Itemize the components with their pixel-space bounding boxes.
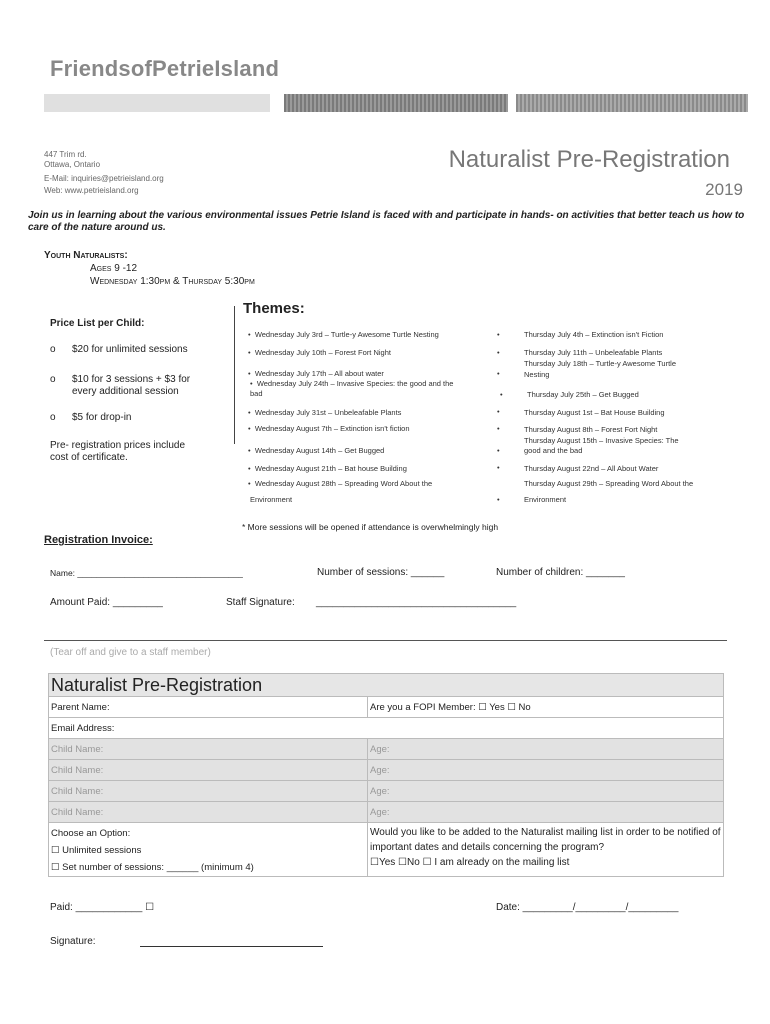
staff-signature-field[interactable]: ____________________________________ [316, 597, 517, 608]
option-heading: Choose an Option: [51, 828, 131, 839]
email-field[interactable]: Email Address: [49, 718, 724, 739]
mailing-cell [368, 823, 724, 877]
theme-bullet: • [497, 463, 500, 472]
child-age-field[interactable]: Age: [368, 739, 724, 760]
child-age-field[interactable]: Age: [368, 760, 724, 781]
theme-item: Thursday July 4th – Extinction isn't Fiction [524, 330, 664, 339]
theme-bullet: • [497, 348, 500, 357]
theme-bullet: • [497, 330, 500, 339]
address-line-1: 447 Trim rd. [44, 150, 87, 159]
theme-item-cont: Environment [524, 495, 567, 504]
child-age-field[interactable]: Age: [368, 802, 724, 823]
parent-name-field[interactable]: Parent Name: [49, 697, 368, 718]
theme-bullet: • [497, 495, 500, 504]
child-age-field[interactable]: Age: [368, 781, 724, 802]
theme-item-cont: Environment [250, 495, 293, 504]
invoice-name-field[interactable]: Name: ___________________________________ [50, 568, 243, 578]
theme-item: Thursday August 15th – Invasive Species: The [524, 436, 679, 445]
staff-signature-label: Staff Signature: [226, 597, 295, 608]
child-name-field[interactable]: Child Name: [49, 802, 368, 823]
theme-item: Thursday July 25th – Get Bugged [527, 390, 639, 399]
document-title: Naturalist Pre-Registration [448, 146, 730, 173]
theme-item: • Wednesday July 3rd – Turtle-y Awesome Turtle Nesting [248, 330, 439, 339]
mailing-question: Would you like to be added to the Naturalist mailing list in order to be notified of important dates and details concerning the program? [370, 827, 721, 853]
signature-line[interactable] [140, 946, 323, 947]
theme-item-cont: bad [250, 389, 263, 398]
bullet: o [50, 412, 56, 423]
price-item-cont: every additional session [72, 386, 179, 397]
tear-line [44, 640, 727, 641]
theme-item: • Wednesday July 24th – Invasive Species: the good and the [250, 379, 454, 388]
theme-item: Thursday July 18th – Turtle-y Awesome Turtle [524, 359, 677, 368]
child-name-field[interactable]: Child Name: [49, 739, 368, 760]
contact-web: Web: www.petrieisland.org [44, 186, 139, 195]
mailing-options[interactable]: ☐Yes ☐No ☐ I am already on the mailing list [370, 857, 570, 868]
theme-bullet: • [497, 446, 500, 455]
youth-heading: Youth Naturalists: [44, 250, 128, 261]
invoice-heading: Registration Invoice: [44, 534, 153, 546]
invoice-sessions-field[interactable]: Number of sessions: ______ [317, 567, 445, 578]
theme-bullet: • [497, 424, 500, 433]
youth-ages: Ages 9 -12 [90, 263, 138, 274]
theme-item: Thursday August 1st – Bat House Building [524, 408, 665, 417]
price-heading: Price List per Child: [50, 318, 145, 329]
theme-bullet: • [500, 390, 503, 399]
divider-line [234, 306, 235, 444]
invoice-amount-field[interactable]: Amount Paid: _________ [50, 597, 163, 608]
theme-item: • Wednesday July 10th – Forest Fort Night [248, 348, 391, 357]
header-bar-dark [284, 94, 508, 112]
theme-bullet: • [497, 369, 500, 378]
price-item: o $5 for drop-in [50, 412, 132, 423]
theme-item: Thursday August 8th – Forest Fort Night [524, 425, 658, 434]
form-title: Naturalist Pre-Registration [49, 674, 724, 697]
theme-item: • Wednesday July 31st – Unbeleafable Plants [248, 408, 402, 417]
theme-item: • Wednesday August 7th – Extinction isn't fiction [248, 424, 410, 433]
price-note: Pre- registration prices include [50, 440, 186, 451]
bullet: o [50, 374, 56, 385]
signature-label: Signature: [50, 936, 96, 947]
header-bar-mid [516, 94, 748, 112]
theme-item: Thursday August 29th – Spreading Word About the [524, 479, 694, 488]
theme-bullet: • [497, 407, 500, 416]
sessions-note: * More sessions will be opened if attendance is overwhelmingly high [242, 522, 499, 532]
price-item: o $10 for 3 sessions + $3 for [50, 374, 191, 385]
child-name-field[interactable]: Child Name: [49, 760, 368, 781]
theme-item: Thursday July 11th – Unbeleafable Plants [524, 348, 663, 357]
brand-title: FriendsofPetrieIsland [50, 56, 280, 81]
themes-heading: Themes: [243, 300, 305, 317]
contact-email: E-Mail: inquiries@petrieisland.org [44, 174, 164, 183]
price-item: o $20 for unlimited sessions [50, 344, 188, 355]
theme-item: • Wednesday August 14th – Get Bugged [248, 446, 385, 455]
option-cell [49, 823, 368, 877]
bullet: o [50, 344, 56, 355]
address-line-2: Ottawa, Ontario [44, 160, 101, 169]
child-name-field[interactable]: Child Name: [49, 781, 368, 802]
theme-item: • Wednesday July 17th – All about water [248, 369, 384, 378]
theme-item: • Wednesday August 21th – Bat house Building [248, 464, 407, 473]
theme-item-cont: Nesting [524, 370, 550, 379]
fopi-member-field[interactable]: Are you a FOPI Member: ☐ Yes ☐ No [368, 697, 724, 718]
document-year: 2019 [705, 180, 743, 199]
tear-note: (Tear off and give to a staff member) [50, 647, 211, 658]
header-bar-light [44, 94, 270, 112]
theme-item: • Wednesday August 28th – Spreading Word About the [248, 479, 433, 488]
intro-text: Join us in learning about the various environmental issues Petrie Island is faced with and participate in hands- on activities that better teach us how to care of the nature around us. [28, 210, 745, 233]
youth-schedule: Wednesday 1:30pm & Thursday 5:30pm [90, 276, 255, 287]
theme-item-cont: good and the bad [524, 446, 583, 455]
unlimited-sessions-checkbox[interactable]: ☐ Unlimited sessions [51, 845, 142, 856]
set-sessions-checkbox[interactable]: ☐ Set number of sessions: ______ (minimum 4) [51, 862, 254, 873]
invoice-children-field[interactable]: Number of children: _______ [496, 567, 625, 578]
date-field[interactable]: Date: _________/_________/_________ [496, 902, 679, 913]
theme-item: Thursday August 22nd – All About Water [524, 464, 659, 473]
paid-field[interactable]: Paid: ____________ ☐ [50, 902, 155, 913]
price-note: cost of certificate. [50, 452, 128, 463]
registration-form [48, 673, 724, 877]
